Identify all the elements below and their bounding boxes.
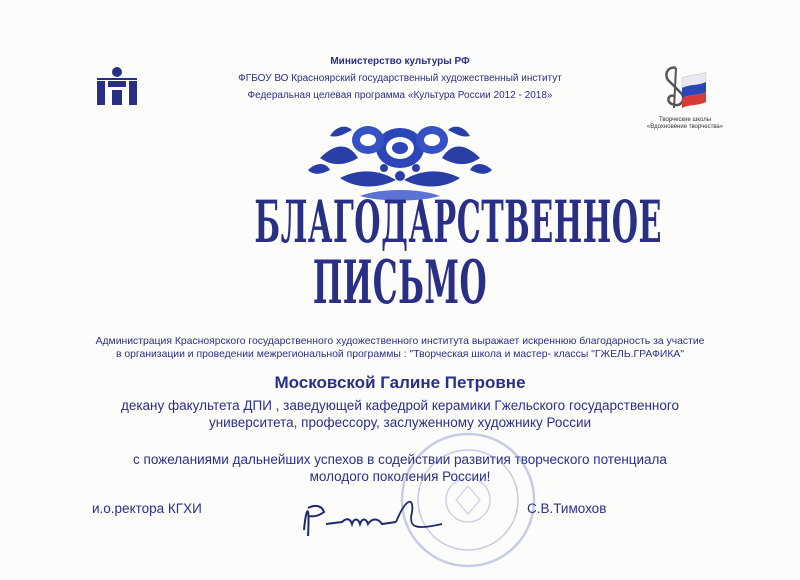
right-logo-caption	[630, 117, 740, 131]
institute-emblem-icon	[96, 66, 138, 108]
program-heading: Федеральная целевая программа «Культура России 2012 - 2018»	[247, 90, 553, 101]
handwritten-signature	[296, 488, 446, 548]
recipient-role-line1: декану факультета ДПИ , заведующей кафедрой керамики Гжельского государственного	[120, 398, 680, 413]
intro-text-line2: в организации и проведении межрегиональной программы : "Творческая школа и мастер- классы "ГЖЕЛЬ.ГРАФИКА"	[115, 349, 685, 360]
institute-heading: ФГБОУ ВО Красноярский государственный художественный институт	[238, 73, 562, 84]
intro-text-line1: Администрация Красноярского государственного художественного института выражает искреннюю благодарность за участие	[95, 336, 705, 347]
recipient-name: Московской Галине Петровне	[274, 373, 526, 392]
certificate-title-line1: БЛАГОДАРСТВЕННОЕ	[254, 188, 663, 256]
right-logo-caption-line1: Творческие школы	[658, 117, 712, 123]
recipient-role-line2: университета, профессору, заслуженному художнику России	[208, 415, 592, 430]
signer-title: и.о.ректора КГХИ	[92, 501, 202, 516]
certificate-title-line2: ПИСЬМО	[312, 248, 488, 318]
right-logo-caption-line2: «Вдохновение творчества»	[646, 124, 724, 130]
treble-clef-flag-icon	[656, 62, 708, 112]
ministry-heading: Министерство культуры РФ	[330, 56, 470, 67]
signer-name: С.В.Тимохов	[527, 501, 607, 516]
wishes-line1: с пожеланиями дальнейших успехов в содействии развития творческого потенциала	[133, 452, 667, 467]
wishes-line2: молодого поколения России!	[309, 469, 491, 484]
